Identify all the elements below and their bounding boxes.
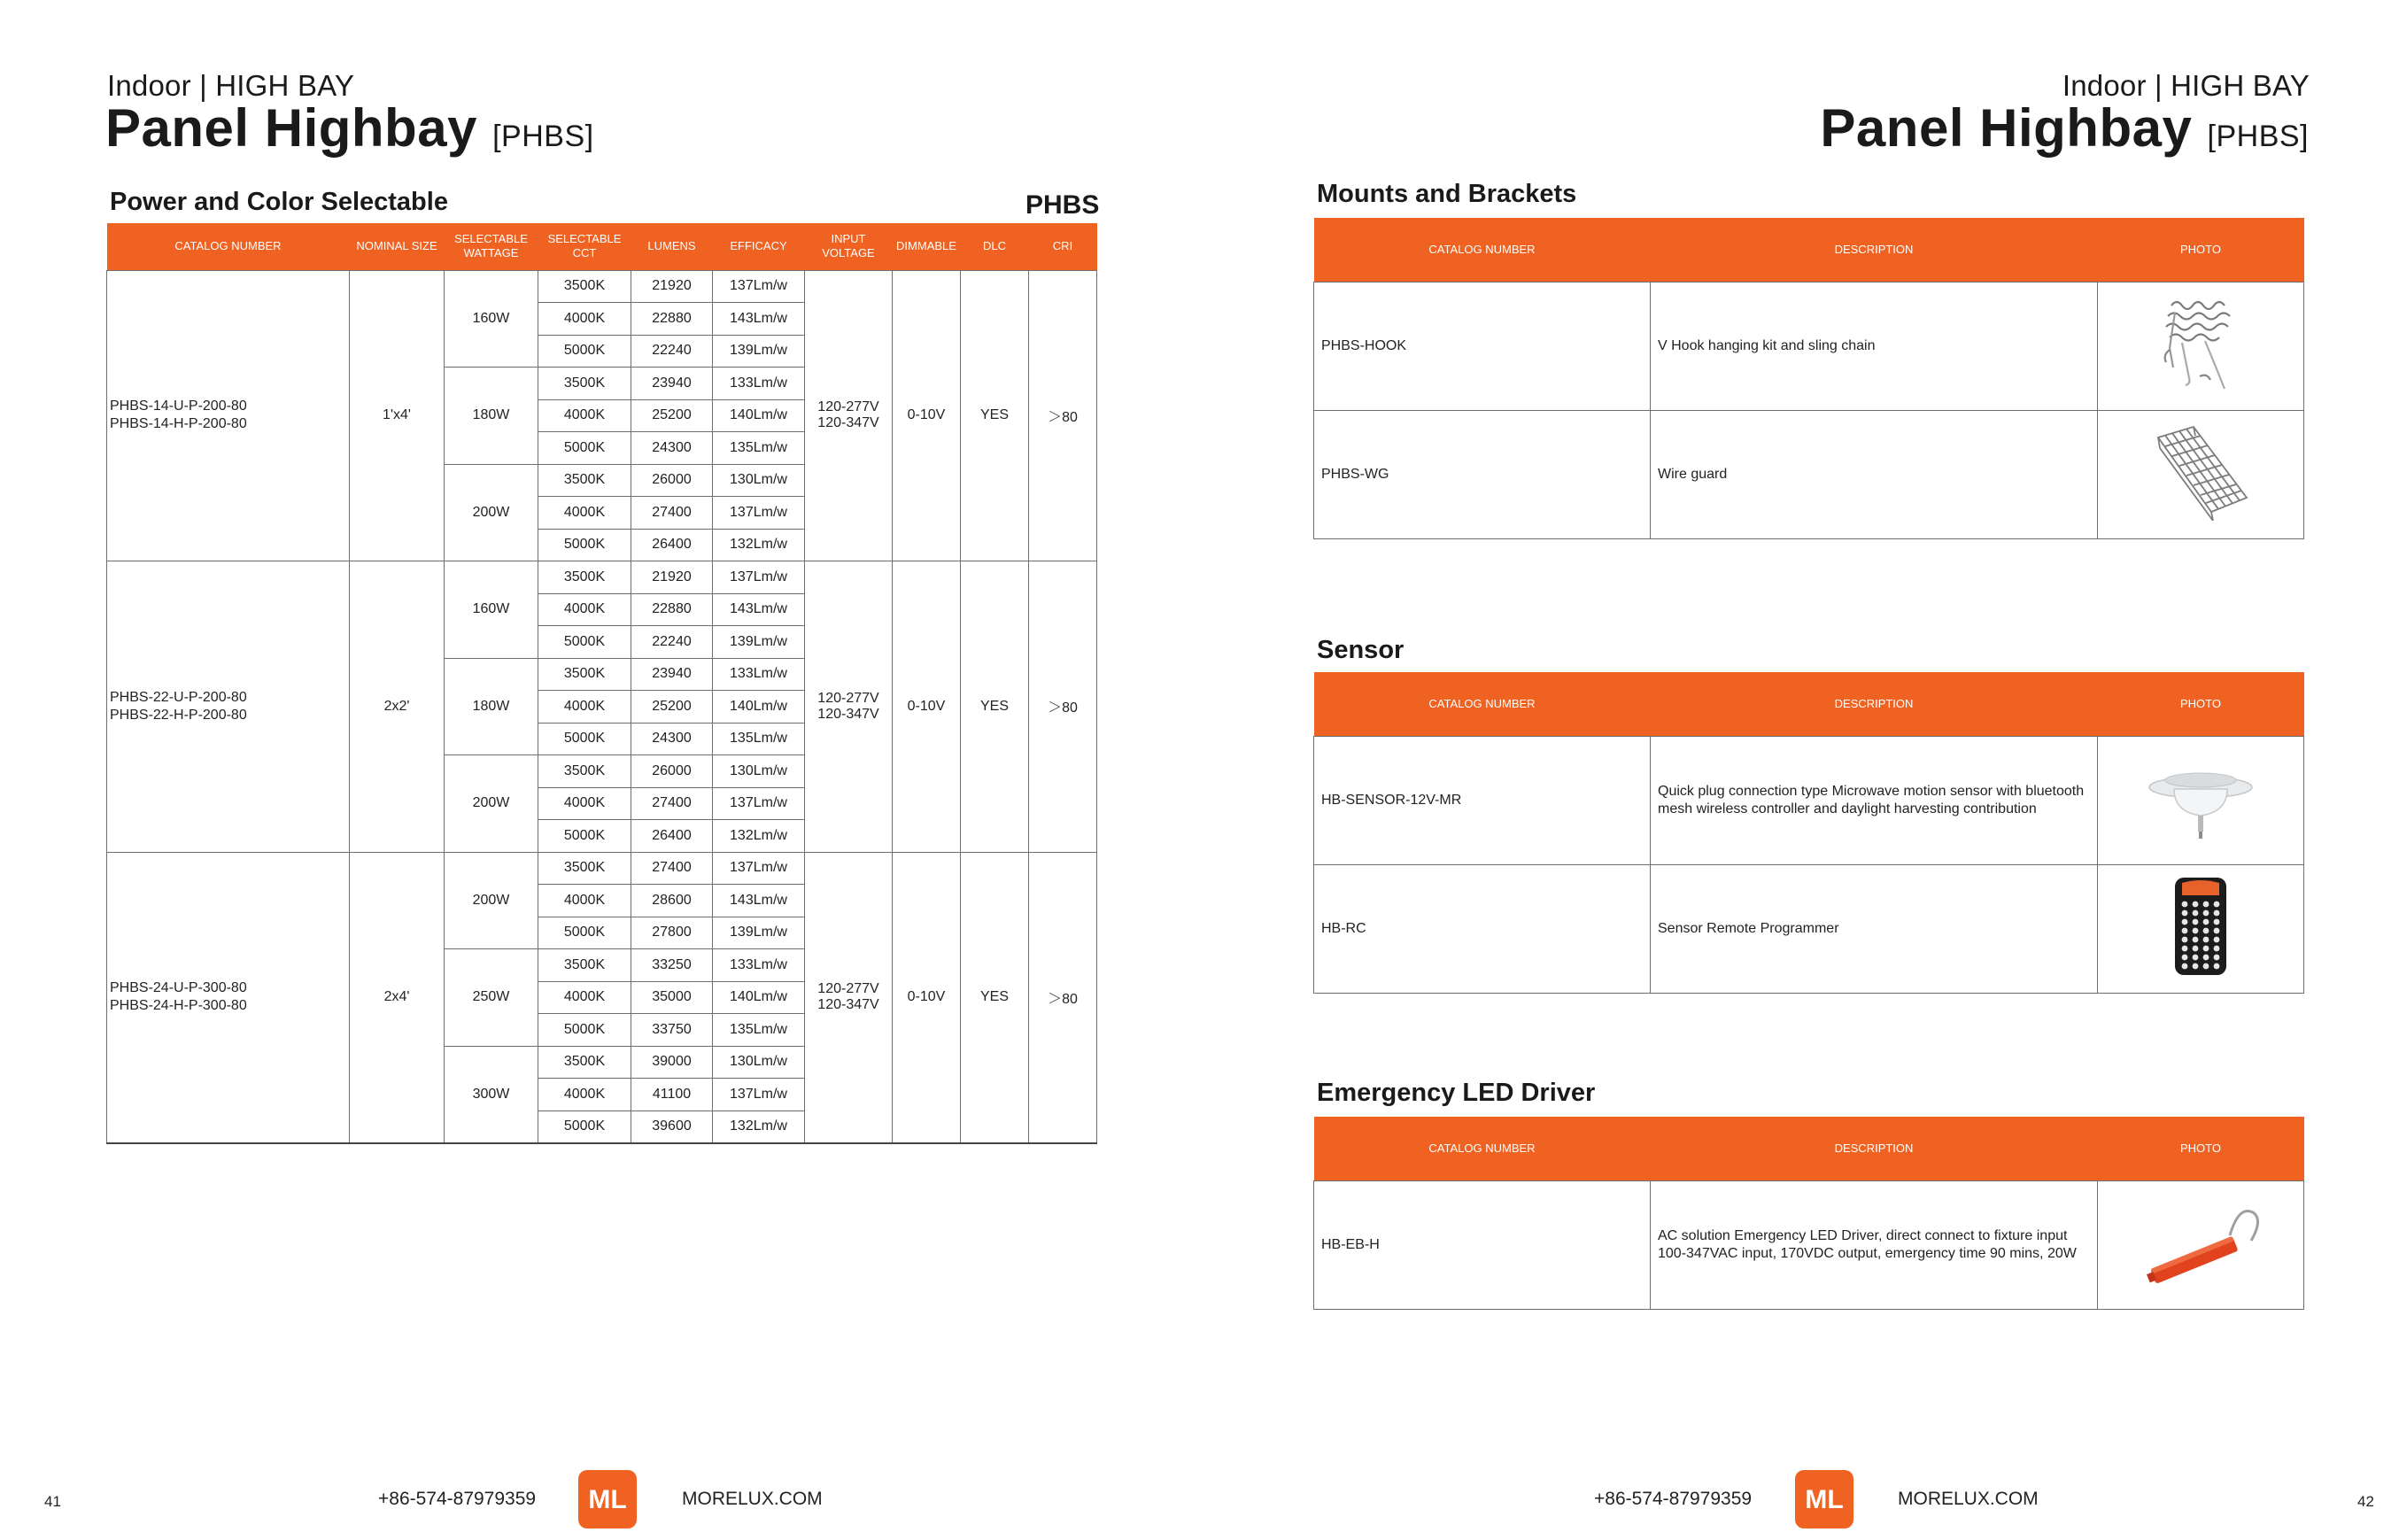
remote-button <box>2193 909 2199 916</box>
wattage-cell: 250W <box>445 949 538 1047</box>
remote-button <box>2203 945 2209 951</box>
photo-cell <box>2098 864 2304 993</box>
lumens-cell: 33750 <box>631 1014 713 1047</box>
header-input-voltage: INPUT VOLTAGE <box>805 223 893 270</box>
lumens-cell: 21920 <box>631 270 713 303</box>
table-row <box>107 270 1097 303</box>
efficacy-cell: 135Lm/w <box>713 432 805 465</box>
cct-cell: 4000K <box>538 787 631 820</box>
nominal-size-cell: 2x4' <box>350 852 445 1143</box>
cct-cell: 4000K <box>538 691 631 724</box>
remote-button <box>2182 901 2188 907</box>
cri-cell: ＞80 <box>1029 852 1097 1143</box>
mounts-header-photo: PHOTO <box>2098 218 2304 282</box>
lumens-cell: 35000 <box>631 981 713 1014</box>
right-page-subtitle: Indoor | HIGH BAY <box>2062 69 2310 102</box>
hook-chain-icon <box>2152 288 2249 399</box>
lumens-cell: 26000 <box>631 464 713 497</box>
remote-button <box>2214 927 2220 933</box>
dimmable-cell: 0-10V <box>893 561 961 853</box>
lumens-cell: 26400 <box>631 529 713 561</box>
sensor-table-header <box>1314 672 2304 736</box>
cct-cell: 5000K <box>538 1111 631 1143</box>
cct-cell: 5000K <box>538 529 631 561</box>
wattage-cell: 200W <box>445 464 538 561</box>
dlc-cell: YES <box>961 852 1029 1143</box>
nominal-size-cell: 1'x4' <box>350 270 445 561</box>
left-page-subtitle: Indoor | HIGH BAY <box>107 69 355 102</box>
photo-cell <box>2098 410 2304 538</box>
sensor-title: Sensor <box>1317 636 1405 664</box>
header-selectable-cct: SELECTABLE CCT <box>538 223 631 270</box>
efficacy-cell: 133Lm/w <box>713 658 805 691</box>
cct-cell: 5000K <box>538 432 631 465</box>
left-title-text: Panel Highbay <box>105 98 477 158</box>
input-voltage-cell-line-1: 120-277V <box>817 690 879 706</box>
cct-cell: 4000K <box>538 303 631 336</box>
efficacy-cell: 137Lm/w <box>713 852 805 885</box>
emergency-table-header <box>1314 1117 2304 1180</box>
input-voltage-cell <box>805 561 893 853</box>
table-row <box>107 561 1097 594</box>
remote-button <box>2214 936 2220 942</box>
cct-cell: 5000K <box>538 626 631 659</box>
cct-cell: 4000K <box>538 497 631 530</box>
efficacy-cell: 139Lm/w <box>713 626 805 659</box>
wattage-cell: 160W <box>445 561 538 659</box>
cct-cell: 3500K <box>538 270 631 303</box>
table-row <box>1314 282 2304 410</box>
cct-cell: 3500K <box>538 949 631 982</box>
cct-cell: 3500K <box>538 1046 631 1079</box>
table-row <box>1314 410 2304 538</box>
cct-cell: 5000K <box>538 820 631 853</box>
wattage-cell: 200W <box>445 755 538 853</box>
right-footer-website[interactable]: MORELUX.COM <box>1898 1489 2039 1509</box>
header-selectable-wattage: SELECTABLE WATTAGE <box>445 223 538 270</box>
sensor-table <box>1313 672 2304 994</box>
remote-button <box>2182 936 2188 942</box>
description-cell: Quick plug connection type Microwave motion sensor with bluetooth mesh wireless controller and daylight harvesting contribution <box>1651 736 2098 864</box>
remote-button <box>2214 963 2220 969</box>
remote-button <box>2214 954 2220 960</box>
lumens-cell: 24300 <box>631 432 713 465</box>
remote-button <box>2193 918 2199 925</box>
dlc-cell: YES <box>961 561 1029 853</box>
efficacy-cell: 133Lm/w <box>713 949 805 982</box>
table-row <box>1314 864 2304 993</box>
mounts-brackets-title: Mounts and Brackets <box>1317 180 1577 208</box>
catalog-cell-line-2: PHBS-24-H-P-300-80 <box>110 998 247 1013</box>
input-voltage-cell-line-2: 120-347V <box>817 706 879 722</box>
photo-cell <box>2098 1180 2304 1309</box>
remote-button <box>2203 936 2209 942</box>
efficacy-cell: 135Lm/w <box>713 723 805 755</box>
dimmable-cell: 0-10V <box>893 852 961 1143</box>
right-title-text: Panel Highbay <box>1820 98 2193 158</box>
remote-button <box>2214 945 2220 951</box>
morelux-logo <box>1795 1470 1853 1528</box>
cct-cell: 4000K <box>538 885 631 917</box>
remote-button <box>2182 945 2188 951</box>
cct-cell: 5000K <box>538 335 631 368</box>
mounts-header-catalog: CATALOG NUMBER <box>1314 218 1651 282</box>
wattage-cell: 180W <box>445 658 538 755</box>
catalog-cell <box>107 852 350 1143</box>
cri-cell: ＞80 <box>1029 270 1097 561</box>
efficacy-cell: 137Lm/w <box>713 270 805 303</box>
series-tag: PHBS <box>1025 190 1100 220</box>
lumens-cell: 28600 <box>631 885 713 917</box>
logo-text: ML <box>1805 1485 1844 1514</box>
catalog-cell-line-1: PHBS-22-U-P-200-80 <box>110 689 247 705</box>
catalog-cell: HB-EB-H <box>1314 1180 1651 1309</box>
input-voltage-cell <box>805 270 893 561</box>
cct-cell: 5000K <box>538 917 631 949</box>
header-cri: CRI <box>1029 223 1097 270</box>
photo-cell <box>2098 282 2304 410</box>
emergency-header-description: DESCRIPTION <box>1651 1117 2098 1180</box>
lumens-cell: 39600 <box>631 1111 713 1143</box>
input-voltage-cell-line-1: 120-277V <box>817 399 879 415</box>
catalog-cell: HB-SENSOR-12V-MR <box>1314 736 1651 864</box>
wattage-cell: 180W <box>445 368 538 465</box>
header-nominal-size: NOMINAL SIZE <box>350 223 445 270</box>
table-row <box>1314 1180 2304 1309</box>
left-title-code: [PHBS] <box>492 120 594 153</box>
photo-cell <box>2098 736 2304 864</box>
nominal-size-cell: 2x2' <box>350 561 445 853</box>
remote-control-icon <box>2170 874 2232 979</box>
catalog-cell: HB-RC <box>1314 864 1651 993</box>
logo-text: ML <box>588 1485 627 1514</box>
spec-table-body <box>107 270 1097 1143</box>
remote-button <box>2193 963 2199 969</box>
lumens-cell: 22240 <box>631 335 713 368</box>
catalog-cell-line-2: PHBS-22-H-P-200-80 <box>110 707 247 723</box>
efficacy-cell: 132Lm/w <box>713 1111 805 1143</box>
header-catalog-number: CATALOG NUMBER <box>107 223 350 270</box>
lumens-cell: 23940 <box>631 368 713 400</box>
efficacy-cell: 143Lm/w <box>713 885 805 917</box>
catalog-cell-line-2: PHBS-14-H-P-200-80 <box>110 416 247 432</box>
emergency-driver-icon <box>2134 1198 2267 1287</box>
header-lumens: LUMENS <box>631 223 713 270</box>
wattage-cell: 160W <box>445 270 538 368</box>
right-footer-phone: +86-574-87979359 <box>1594 1489 1753 1509</box>
description-cell: Sensor Remote Programmer <box>1651 864 2098 993</box>
remote-button <box>2182 963 2188 969</box>
right-title-code: [PHBS] <box>2207 120 2309 153</box>
sensor-header-description: DESCRIPTION <box>1651 672 2098 736</box>
morelux-logo-mark <box>578 1470 637 1528</box>
right-page-title <box>1820 97 2309 159</box>
lumens-cell: 22880 <box>631 303 713 336</box>
description-cell: AC solution Emergency LED Driver, direct connect to fixture input 100-347VAC input, 170VDC output, emergency time 90 mins, 20W <box>1651 1180 2098 1309</box>
remote-button <box>2203 954 2209 960</box>
motion-sensor-icon <box>2143 754 2258 842</box>
remote-button <box>2214 918 2220 925</box>
right-page-number: 42 <box>2357 1493 2374 1510</box>
header-efficacy: EFFICACY <box>713 223 805 270</box>
efficacy-cell: 143Lm/w <box>713 593 805 626</box>
left-footer-website[interactable]: MORELUX.COM <box>682 1489 823 1509</box>
left-footer-phone: +86-574-87979359 <box>378 1489 537 1509</box>
lumens-cell: 22880 <box>631 593 713 626</box>
dlc-cell: YES <box>961 270 1029 561</box>
table-row <box>1314 736 2304 864</box>
remote-button <box>2203 927 2209 933</box>
lumens-cell: 23940 <box>631 658 713 691</box>
header-dimmable: DIMMABLE <box>893 223 961 270</box>
lumens-cell: 27400 <box>631 852 713 885</box>
lumens-cell: 33250 <box>631 949 713 982</box>
efficacy-cell: 132Lm/w <box>713 820 805 853</box>
remote-button <box>2193 927 2199 933</box>
remote-button <box>2214 901 2220 907</box>
efficacy-cell: 143Lm/w <box>713 303 805 336</box>
mounts-table-header <box>1314 218 2304 282</box>
cct-cell: 5000K <box>538 1014 631 1047</box>
efficacy-cell: 137Lm/w <box>713 787 805 820</box>
cct-cell: 3500K <box>538 368 631 400</box>
dimmable-cell: 0-10V <box>893 270 961 561</box>
lumens-cell: 26400 <box>631 820 713 853</box>
input-voltage-cell-line-1: 120-277V <box>817 981 879 996</box>
input-voltage-cell-line-2: 120-347V <box>817 415 879 431</box>
efficacy-cell: 140Lm/w <box>713 691 805 724</box>
description-cell: V Hook hanging kit and sling chain <box>1651 282 2098 410</box>
catalog-cell: PHBS-HOOK <box>1314 282 1651 410</box>
efficacy-cell: 133Lm/w <box>713 368 805 400</box>
remote-button <box>2214 909 2220 916</box>
lumens-cell: 26000 <box>631 755 713 788</box>
header-dlc: DLC <box>961 223 1029 270</box>
remote-button <box>2182 918 2188 925</box>
efficacy-cell: 140Lm/w <box>713 981 805 1014</box>
spec-table <box>106 223 1097 1144</box>
emergency-table <box>1313 1117 2304 1310</box>
remote-button <box>2203 909 2209 916</box>
left-page-number: 41 <box>44 1493 61 1510</box>
catalog-cell-line-1: PHBS-24-U-P-300-80 <box>110 980 247 995</box>
efficacy-cell: 137Lm/w <box>713 561 805 594</box>
emergency-header-photo: PHOTO <box>2098 1117 2304 1180</box>
table-row <box>107 852 1097 885</box>
remote-button <box>2203 901 2209 907</box>
efficacy-cell: 130Lm/w <box>713 1046 805 1079</box>
remote-button <box>2193 954 2199 960</box>
spec-table-header <box>107 223 1097 270</box>
efficacy-cell: 139Lm/w <box>713 335 805 368</box>
lumens-cell: 27800 <box>631 917 713 949</box>
efficacy-cell: 135Lm/w <box>713 1014 805 1047</box>
remote-button <box>2193 901 2199 907</box>
lumens-cell: 27400 <box>631 497 713 530</box>
mounts-table-wrapper <box>1313 218 2304 539</box>
cct-cell: 3500K <box>538 852 631 885</box>
lumens-cell: 24300 <box>631 723 713 755</box>
mounts-table <box>1313 218 2304 539</box>
catalog-cell <box>107 270 350 561</box>
efficacy-cell: 130Lm/w <box>713 755 805 788</box>
morelux-logo-mark <box>1795 1470 1853 1528</box>
sensor-table-wrapper <box>1313 672 2304 994</box>
emergency-driver-title: Emergency LED Driver <box>1317 1079 1596 1107</box>
efficacy-cell: 130Lm/w <box>713 464 805 497</box>
spec-table-wrapper <box>106 223 1097 1144</box>
wattage-cell: 300W <box>445 1046 538 1143</box>
efficacy-cell: 137Lm/w <box>713 1079 805 1111</box>
remote-button <box>2182 927 2188 933</box>
description-cell: Wire guard <box>1651 410 2098 538</box>
wire-guard-icon <box>2147 423 2254 521</box>
remote-button <box>2193 936 2199 942</box>
cct-cell: 5000K <box>538 723 631 755</box>
lumens-cell: 22240 <box>631 626 713 659</box>
cct-cell: 4000K <box>538 399 631 432</box>
catalog-cell <box>107 561 350 853</box>
catalog-cell: PHBS-WG <box>1314 410 1651 538</box>
emergency-header-catalog: CATALOG NUMBER <box>1314 1117 1651 1180</box>
mounts-header-description: DESCRIPTION <box>1651 218 2098 282</box>
cct-cell: 4000K <box>538 1079 631 1111</box>
lumens-cell: 27400 <box>631 787 713 820</box>
cct-cell: 3500K <box>538 561 631 594</box>
lumens-cell: 25200 <box>631 399 713 432</box>
cct-cell: 3500K <box>538 658 631 691</box>
efficacy-cell: 137Lm/w <box>713 497 805 530</box>
power-color-section-title: Power and Color Selectable <box>110 188 448 216</box>
left-page-title <box>105 97 594 159</box>
lumens-cell: 25200 <box>631 691 713 724</box>
sensor-header-photo: PHOTO <box>2098 672 2304 736</box>
input-voltage-cell <box>805 852 893 1143</box>
morelux-logo <box>578 1470 637 1528</box>
remote-button <box>2182 954 2188 960</box>
efficacy-cell: 139Lm/w <box>713 917 805 949</box>
lumens-cell: 39000 <box>631 1046 713 1079</box>
efficacy-cell: 140Lm/w <box>713 399 805 432</box>
input-voltage-cell-line-2: 120-347V <box>817 997 879 1012</box>
emergency-table-wrapper <box>1313 1117 2304 1310</box>
remote-button <box>2203 963 2209 969</box>
remote-button <box>2182 909 2188 916</box>
cct-cell: 3500K <box>538 464 631 497</box>
remote-button <box>2203 918 2209 925</box>
cct-cell: 4000K <box>538 593 631 626</box>
efficacy-cell: 132Lm/w <box>713 529 805 561</box>
lumens-cell: 21920 <box>631 561 713 594</box>
catalog-cell-line-1: PHBS-14-U-P-200-80 <box>110 399 247 414</box>
wattage-cell: 200W <box>445 852 538 949</box>
lumens-cell: 41100 <box>631 1079 713 1111</box>
cri-cell: ＞80 <box>1029 561 1097 853</box>
remote-button <box>2193 945 2199 951</box>
sensor-header-catalog: CATALOG NUMBER <box>1314 672 1651 736</box>
cct-cell: 4000K <box>538 981 631 1014</box>
cct-cell: 3500K <box>538 755 631 788</box>
